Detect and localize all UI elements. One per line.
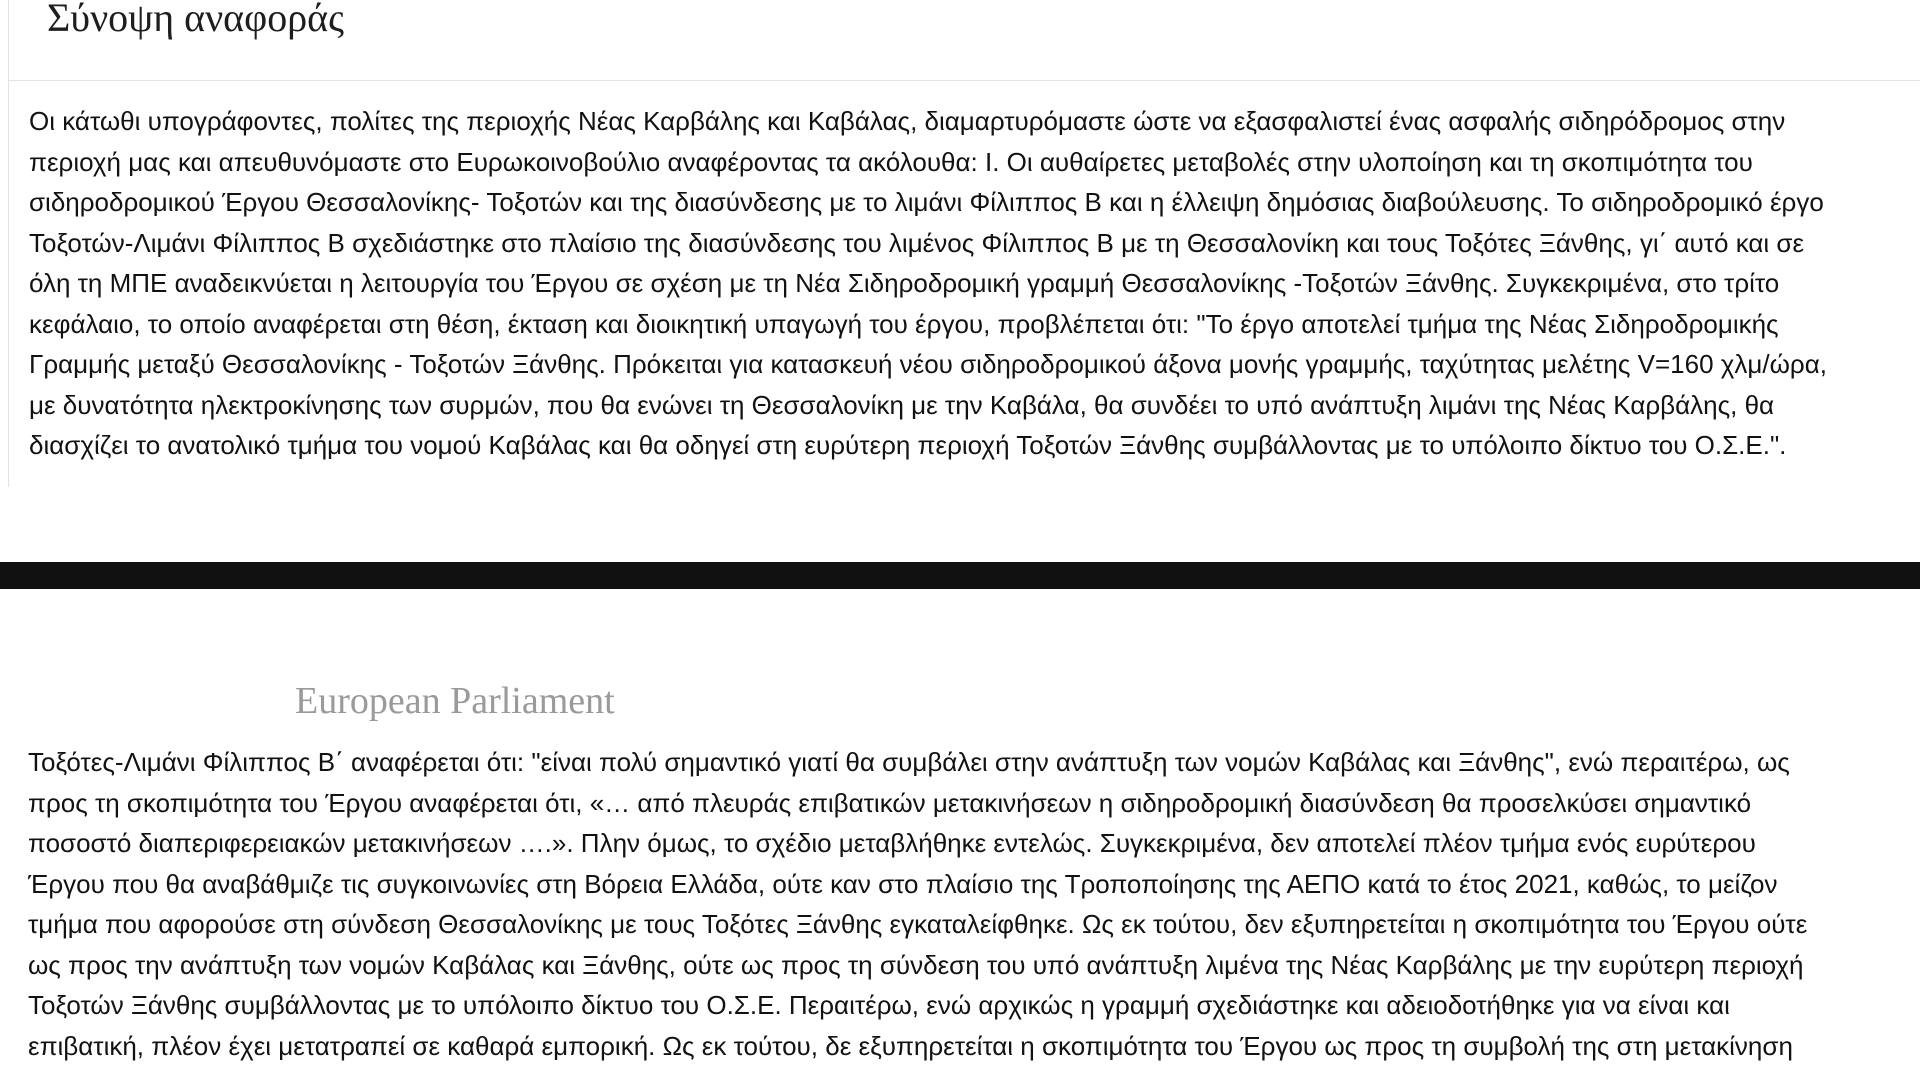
page-line: τμήμα που αφορούσε στη σύνδεση Θεσσαλονίκης με τους Τοξότες Ξάνθης εγκαταλείφθηκε. Ως εκ τούτου, δεν εξυπηρετείται η σκοπιμότητα του Έργου ούτε — [28, 909, 1808, 939]
summary-line: Γραμμής μεταξύ Θεσσαλονίκης - Τοξοτών Ξάνθης. Πρόκειται για κατασκευή νέου σιδηροδρομικού άξονα μονής γραμμής, ταχύτητας μελέτης V=160 χλμ/ώρα, — [29, 349, 1827, 379]
page-line: προς τη σκοπιμότητα του Έργου αναφέρεται ότι, «… από πλευράς επιβατικών μετακινήσεων η σιδηροδρομική διασύνδεση θα προσελκύσει σημαντικό — [28, 787, 1752, 818]
document-page-text — [28, 742, 1807, 1066]
heading-divider — [9, 80, 1920, 81]
summary-line: διασχίζει το ανατολικό τμήμα του νομού Καβάλας και θα οδηγεί στη ευρύτερη περιοχή Τοξοτών Ξάνθης συμβάλλοντας με το υπόλοιπο δίκτυο του Ο.Σ.Ε.". — [29, 430, 1787, 460]
petition-summary-panel — [8, 0, 1920, 487]
summary-line: κεφάλαιο, το οποίο αναφέρεται στη θέση, έκταση και διοικητική υπαγωγή του έργου, προβλέπεται ότι: "Το έργο αποτελεί τμήμα της Νέας Σιδηροδρομικής — [29, 308, 1779, 339]
summary-heading: Σύνοψη αναφοράς — [47, 0, 344, 40]
page-line: Έργου που θα αναβάθμιζε τις συγκοινωνίες στη Βόρεια Ελλάδα, ούτε καν στο πλαίσιο της Τροποποίησης της ΑΕΠΟ κατά το έτος 2021, καθώς, το μείζον — [28, 868, 1778, 899]
page-divider — [0, 562, 1920, 589]
summary-line: σιδηροδρομικού Έργου Θεσσαλονίκης- Τοξοτών και της διασύνδεσης με το λιμάνι Φίλιππος Β και η έλλειψη δημόσιας διαβούλευσης. Το σιδηροδρομικό έργο — [29, 187, 1824, 217]
page-line: ποσοστό διαπεριφερειακών μετακινήσεων ….». Πλην όμως, το σχέδιο μεταβλήθηκε εντελώς. Συγκεκριμένα, δεν αποτελεί πλέον τμήμα ενός ευρύτερου — [28, 828, 1756, 858]
summary-line: με δυνατότητα ηλεκτροκίνησης των συρμών, που θα ενώνει τη Θεσσαλονίκη με την Καβάλα, θα συνδέει το υπό ανάπτυξη λιμάνι της Νέας Καρβάλης, θα — [29, 389, 1775, 420]
summary-line: όλη τη ΜΠΕ αναδεικνύεται η λειτουργία του Έργου σε σχέση με τη Νέα Σιδηροδρομική γραμμή Θεσσαλονίκης -Τοξοτών Ξάνθης. Συγκεκριμένα, στο τρίτο — [29, 268, 1780, 298]
page-line: Τοξοτών Ξάνθης συμβάλλοντας με το υπόλοιπο δίκτυο του Ο.Σ.Ε. Περαιτέρω, ενώ αρχικώς η γραμμή σχεδιάστηκε και αδειοδοτήθηκε για να είναι και — [28, 990, 1730, 1020]
summary-line: Οι κάτωθι υπογράφοντες, πολίτες της περιοχής Νέας Καρβάλης και Καβάλας, διαμαρτυρόμαστε ώστε να εξασφαλιστεί ένας ασφαλής σιδηρόδρομος στην — [29, 106, 1786, 136]
summary-line: περιοχή μας και απευθυνόμαστε στο Ευρωκοινοβούλιο αναφέροντας τα ακόλουθα: I. Οι αυθαίρετες μεταβολές στην υλοποίηση και τη σκοπιμότητα του — [29, 146, 1753, 177]
page-line: επιβατική, πλέον έχει μετατραπεί σε καθαρά εμπορική. Ως εκ τούτου, δε εξυπηρετείται η σκοπιμότητα του Έργου ως προς τη συμβολή της στη μετακίνηση — [28, 1030, 1793, 1061]
european-parliament-header: European Parliament — [295, 680, 615, 722]
page-line: Τοξότες-Λιμάνι Φίλιππος Β΄ αναφέρεται ότι: "είναι πολύ σημαντικό γιατί θα συμβάλει στην ανάπτυξη των νομών Καβάλας και Ξάνθης", ενώ περαιτέρω, ως — [28, 747, 1790, 777]
page-line: ως προς την ανάπτυξη των νομών Καβάλας και Ξάνθης, ούτε ως προς τη σύνδεση του υπό ανάπτυξη λιμένα της Νέας Καρβάλης με την ευρύτερη περιοχή — [28, 949, 1804, 980]
summary-line: Τοξοτών-Λιμάνι Φίλιππος Β σχεδιάστηκε στο πλαίσιο της διασύνδεσης του λιμένος Φίλιππος Β με τη Θεσσαλονίκη και τους Τοξότες Ξάνθης, γι΄ αυτό και σε — [29, 227, 1805, 258]
summary-text — [29, 101, 1827, 466]
